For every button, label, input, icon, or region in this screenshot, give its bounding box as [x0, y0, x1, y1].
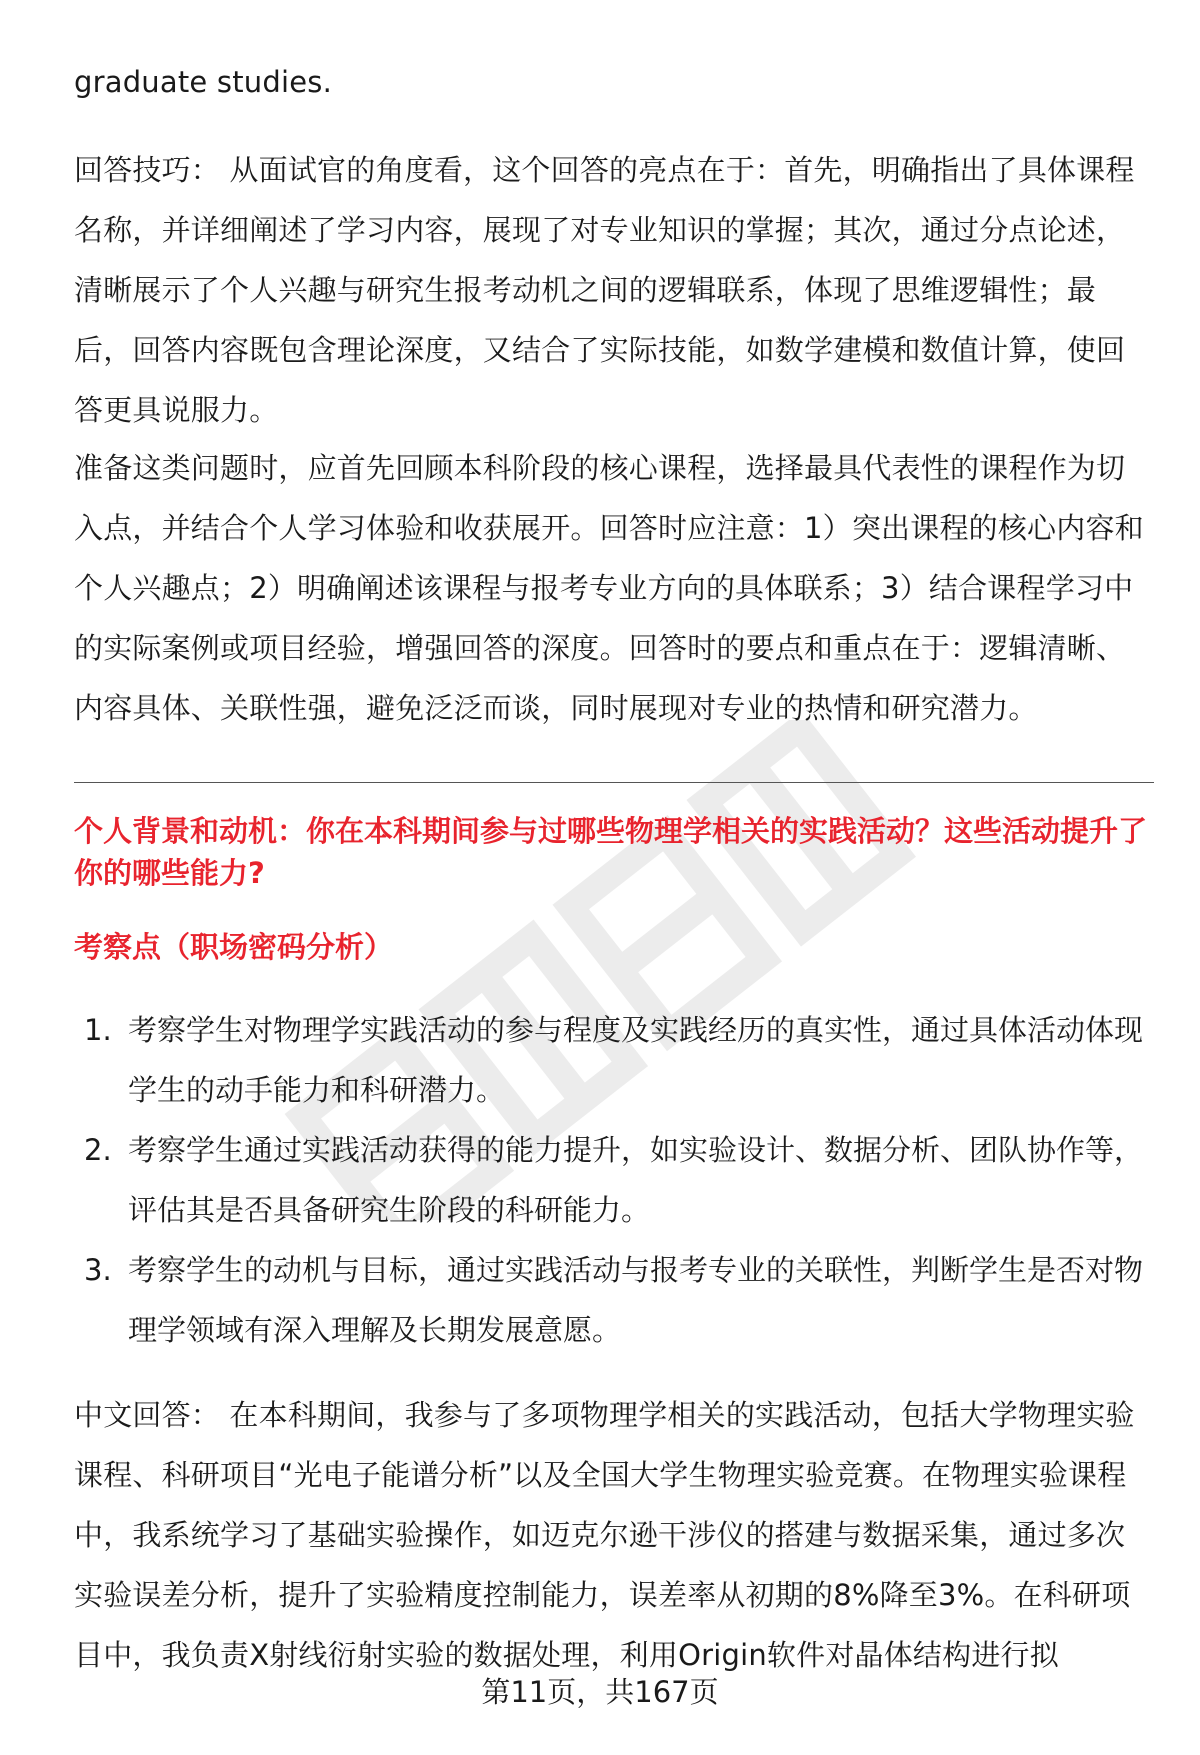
assessment-points-list [74, 1000, 1154, 1360]
list-item-text: 考察学生通过实践活动获得的能力提升，如实验设计、数据分析、团队协作等，评估其是否具备研究生阶段的科研能力。 [128, 1133, 1144, 1227]
answer-tip-paragraph: 回答技巧： 从面试官的角度看，这个回答的亮点在于：首先，明确指出了具体课程名称，并详细阐述了学习内容，展现了对专业知识的掌握；其次，通过分点论述，清晰展示了个人兴趣与研究生报考动机之间的逻辑联系，体现了思维逻辑性；最后，回答内容既包含理论深度，又结合了实际技能，如数学建模和数值计算，使回答更具说服力。 [74, 153, 1135, 427]
list-item-text: 考察学生的动机与目标，通过实践活动与报考专业的关联性，判断学生是否对物理学领域有深入理解及长期发展意愿。 [128, 1253, 1144, 1347]
assessment-points-title: 考察点（职场密码分析） [74, 930, 394, 964]
list-item-text: 考察学生对物理学实践活动的参与程度及实践经历的真实性，通过具体活动体现学生的动手能力和科研潜力。 [128, 1013, 1144, 1107]
list-item [74, 1240, 1154, 1360]
page-number: 第11页，共167页 [481, 1675, 719, 1709]
section-divider [74, 782, 1154, 783]
question-heading: 个人背景和动机：你在本科期间参与过哪些物理学相关的实践活动？这些活动提升了你的哪些能力? [74, 814, 1148, 890]
preparation-paragraph: 准备这类问题时，应首先回顾本科阶段的核心课程，选择最具代表性的课程作为切入点，并结合个人学习体验和收获展开。回答时应注意：1）突出课程的核心内容和个人兴趣点；2）明确阐述该课程与报考专业方向的具体联系；3）结合课程学习中的实际案例或项目经验，增强回答的深度。回答时的要点和重点在于：逻辑清晰、内容具体、关联性强，避免泛泛而谈，同时展现对专业的热情和研究潜力。 [74, 451, 1144, 725]
list-number: 3. [84, 1253, 112, 1287]
list-item [74, 1120, 1154, 1240]
list-number: 1. [84, 1013, 112, 1047]
list-item [74, 1000, 1154, 1120]
top-fragment: graduate studies. [74, 65, 332, 99]
chinese-answer-paragraph: 中文回答： 在本科期间，我参与了多项物理学相关的实践活动，包括大学物理实验课程、科研项目“光电子能谱分析”以及全国大学生物理实验竞赛。在物理实验课程中，我系统学习了基础实验操作，如迈克尔逊干涉仪的搭建与数据采集，通过多次实验误差分析，提升了实验精度控制能力，误差率从初期的8%降至3%。在科研项目中，我负责X射线衍射实验的数据处理，利用Origin软件对晶体结构进行拟 [74, 1398, 1135, 1672]
list-number: 2. [84, 1133, 112, 1167]
